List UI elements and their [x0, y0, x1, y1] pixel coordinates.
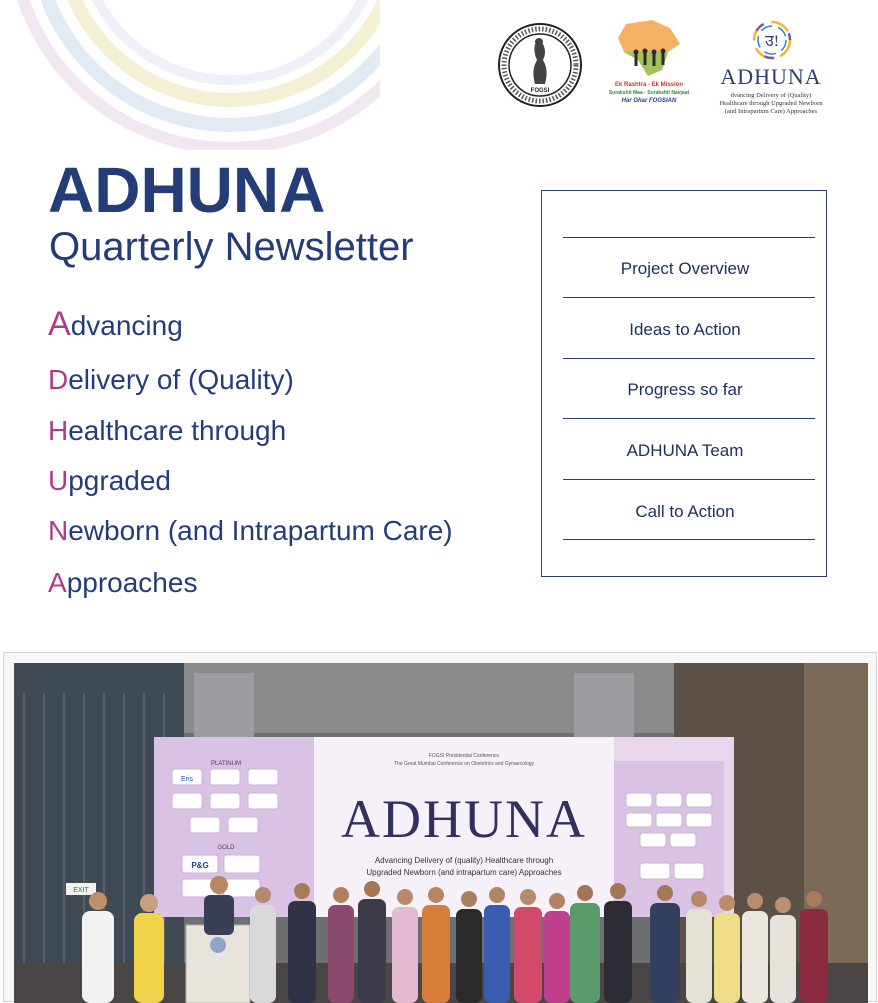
newsletter-subtitle: Quarterly Newsletter [49, 225, 414, 269]
adhuna-logo-tagline-2: Healthcare through Upgraded Newborn [719, 100, 823, 107]
toc-item-ideas-to-action[interactable]: Ideas to Action [629, 320, 741, 339]
adhuna-logo-tagline-1: dvancing Delivery of (Quality) [730, 92, 812, 99]
acronym-line-n [48, 514, 453, 548]
acronym-rest: pgraded [68, 465, 171, 496]
stage-subtitle-2: Upgraded Newborn (and intrapartum care) Approaches [366, 868, 562, 877]
stage-tier-platinum: PLATINUM [211, 761, 241, 767]
toc-item-project-overview[interactable]: Project Overview [620, 259, 750, 278]
acronym-rest: ealthcare through [68, 415, 287, 446]
toc-divider [563, 358, 815, 359]
ek-rashtra-title: Ek Rashtra - Ek Mission [614, 82, 684, 88]
stage-title: ADHUNA [341, 789, 587, 849]
acronym-line-a2 [48, 566, 197, 600]
event-photo [14, 663, 868, 1003]
acronym-letter: A [48, 305, 71, 343]
adhuna-logo-brand: ADHUNA [720, 64, 822, 89]
sponsor-pg: P&G [191, 861, 209, 870]
toc-item-adhuna-team[interactable]: ADHUNA Team [626, 441, 744, 460]
fogsi-logo-text: FOGSI [530, 88, 550, 94]
event-photo-frame [3, 652, 877, 1002]
stage-header-1: FOGSI Presidential Conference [428, 753, 500, 759]
acronym-letter: A [48, 567, 67, 598]
acronym-line-h [48, 414, 286, 448]
fogsi-logo [497, 22, 583, 108]
stage-subtitle-1: Advancing Delivery of (quality) Healthcare through [374, 856, 554, 865]
acronym-line-d [48, 363, 294, 397]
ek-rashtra-logo [608, 18, 690, 114]
stage-header-2: The Great Mumbai Conference on Obstetrics and Gynaecology [393, 761, 535, 767]
toc-divider [563, 539, 815, 540]
adhuna-logo-tagline-3: (and Intrapartum Care) Approaches [724, 108, 818, 115]
acronym-line-u [48, 464, 171, 498]
stage-tier-gold: GOLD [217, 845, 235, 851]
ek-rashtra-slogan: Har Ghar FOGSIAN [621, 98, 677, 104]
svg-text:उ!: उ! [764, 33, 780, 50]
toc-item-call-to-action[interactable]: Call to Action [635, 502, 735, 521]
acronym-rest: dvancing [70, 310, 183, 341]
toc-divider [563, 297, 815, 298]
sponsor-eris: Eris [180, 776, 194, 783]
acronym-rest: pproaches [66, 567, 198, 598]
acronym-letter: H [48, 415, 69, 446]
acronym-letter: N [48, 515, 69, 546]
newsletter-title: ADHUNA [48, 154, 326, 226]
toc-divider [563, 237, 815, 238]
toc-divider [563, 418, 815, 419]
acronym-letter: D [48, 364, 69, 395]
acronym-rest: elivery of (Quality) [68, 364, 294, 395]
acronym-rest: ewborn (and Intrapartum Care) [68, 515, 453, 546]
adhuna-logo [712, 18, 830, 116]
ek-rashtra-subtitle: Surakshit Maa - Surakshit Navjaat [608, 90, 690, 96]
acronym-line-a [48, 307, 183, 343]
table-of-contents [541, 190, 827, 577]
toc-item-progress-so-far[interactable]: Progress so far [627, 380, 743, 399]
exit-sign: EXIT [73, 887, 89, 894]
decorative-arcs [0, 0, 380, 150]
acronym-letter: U [48, 465, 69, 496]
toc-divider [563, 479, 815, 480]
